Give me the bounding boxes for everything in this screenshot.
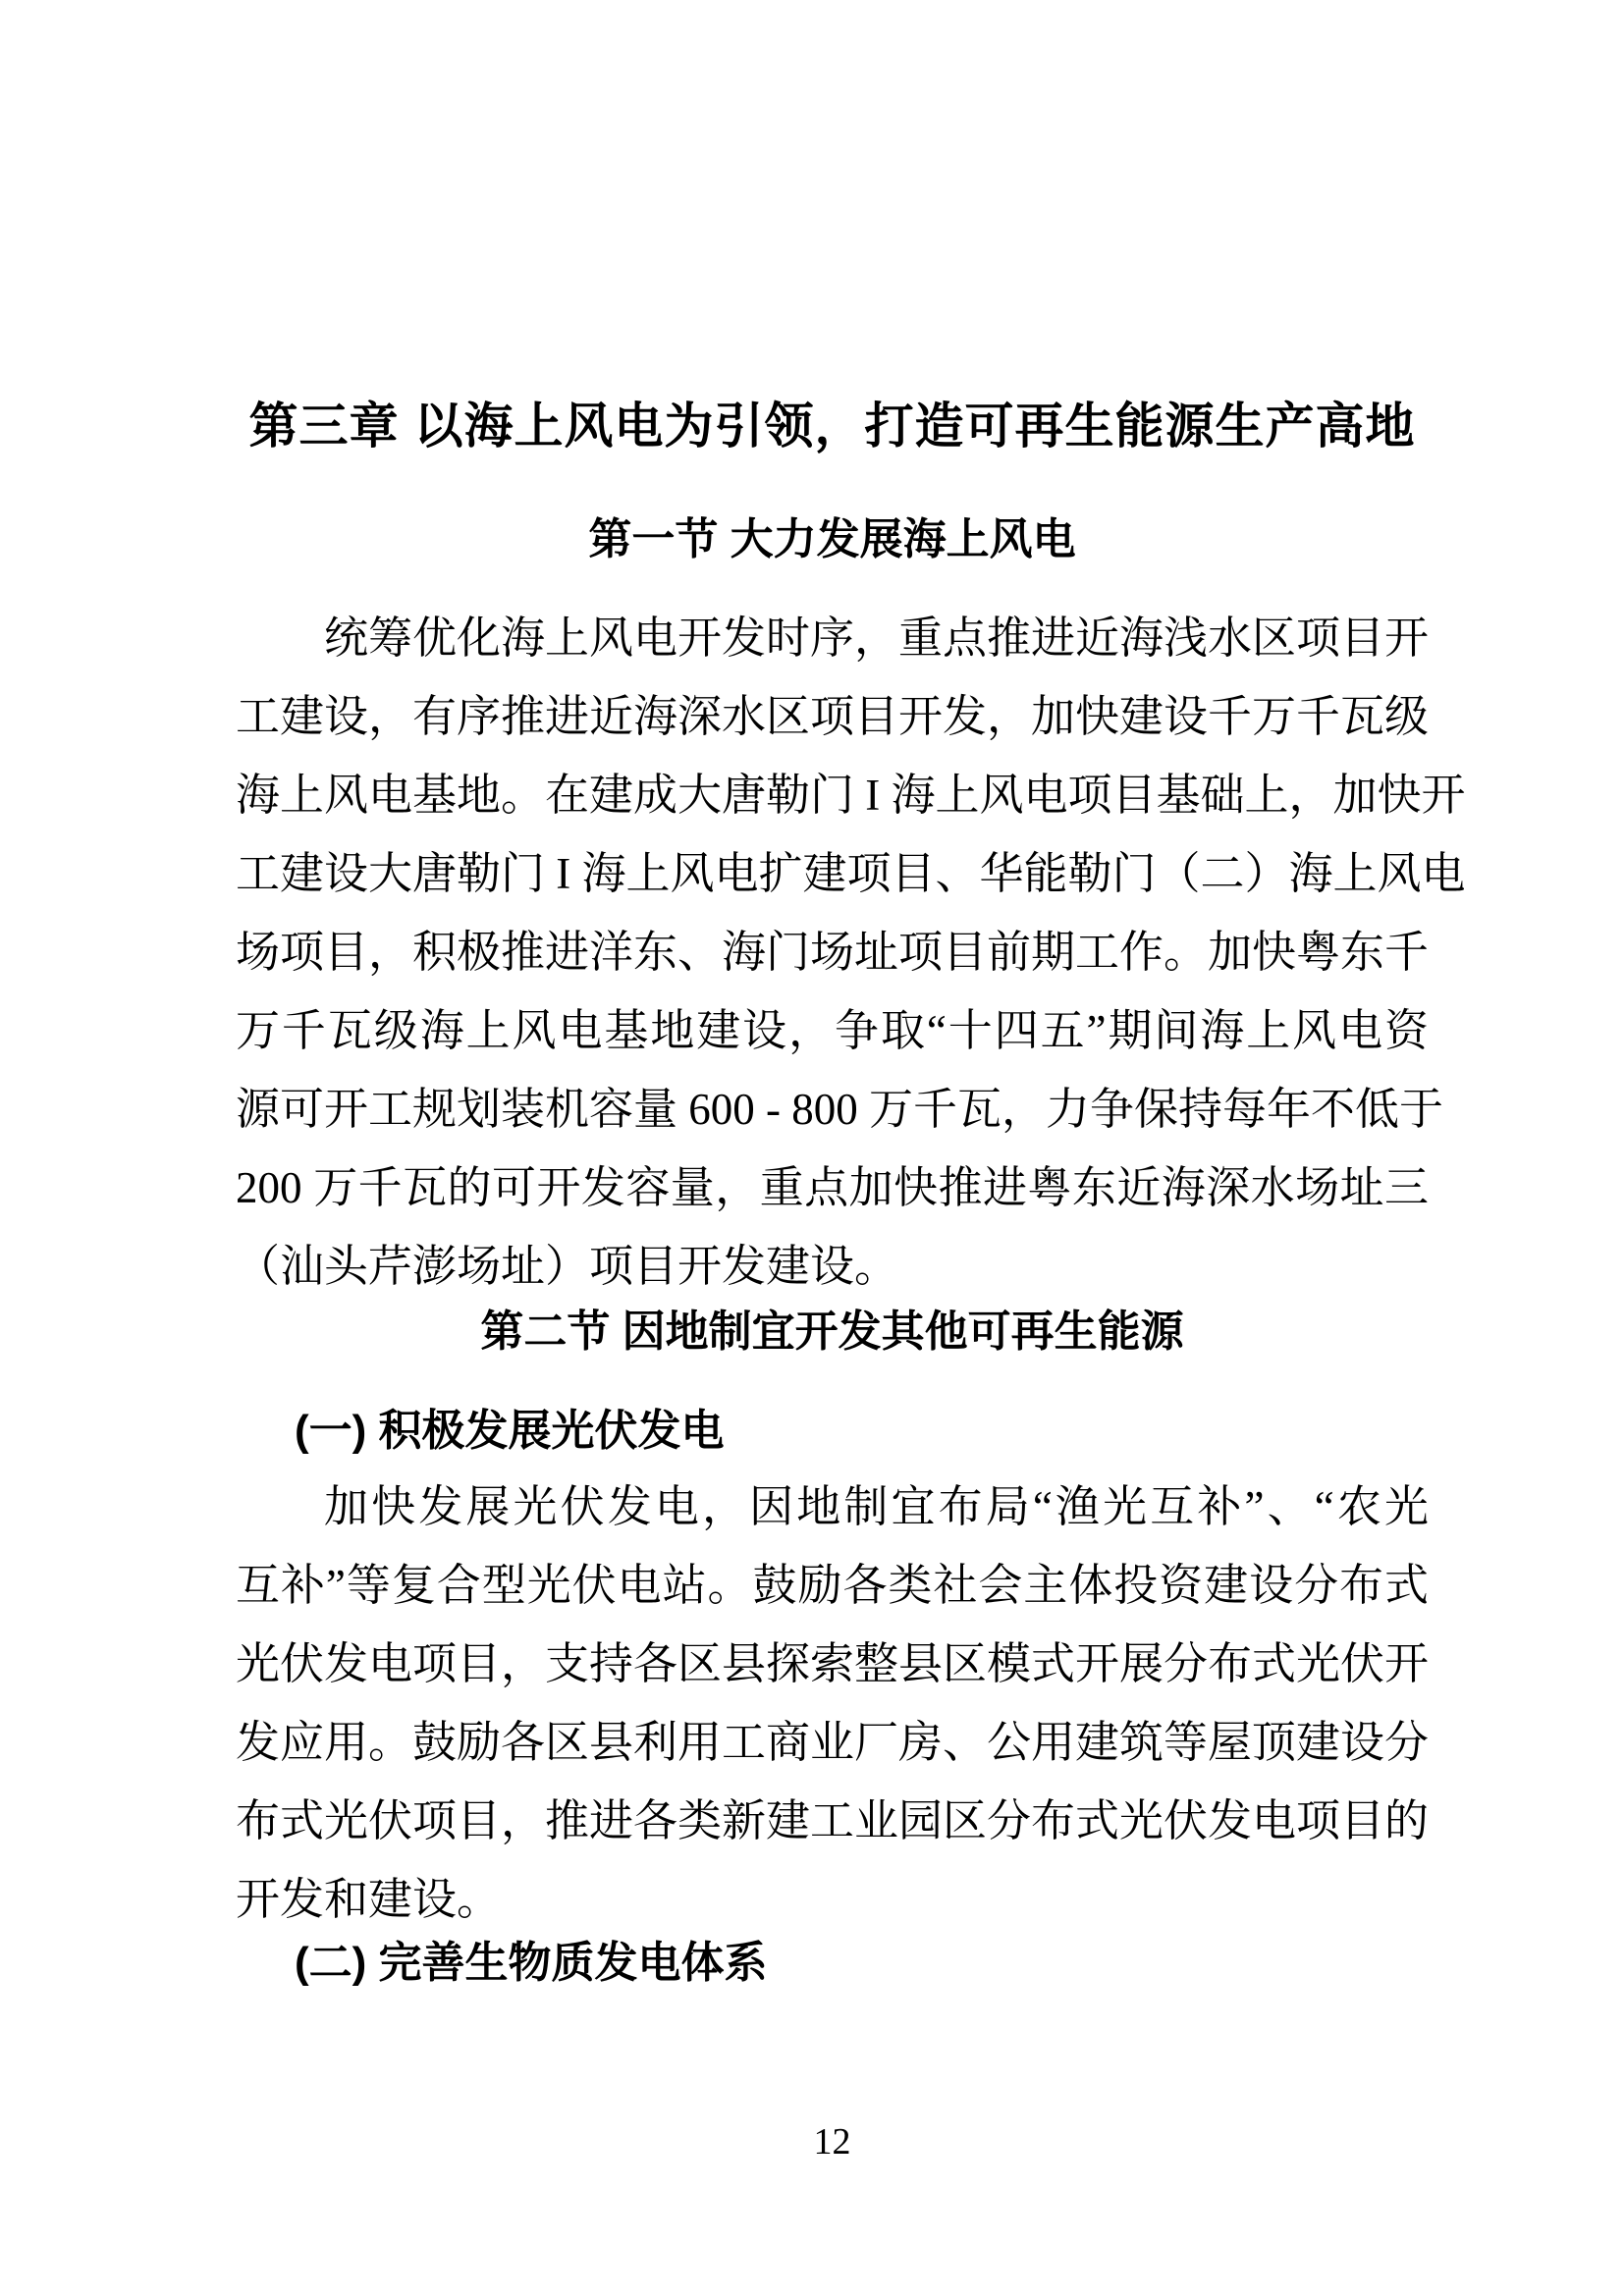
section-1-heading: 第一节 大力发展海上风电 [588,515,1076,563]
paragraph-line: 加快发展光伏发电，因地制宜布局“渔光互补”、“农光 [324,1482,1429,1531]
chapter-title: 第三章 以海上风电为引领，打造可再生能源生产高地 [248,399,1416,454]
paragraph-line: 源可开工规划装机容量 600 - 800 万千瓦，力争保持每年不低于 [236,1085,1443,1134]
subsection-2-heading: (二) 完善生物质发电体系 [295,1939,768,1987]
paragraph-line: 光伏发电项目，支持各区县探索整县区模式开展分布式光伏开 [236,1639,1430,1688]
paragraph-line: 海上风电基地。在建成大唐勒门 I 海上风电项目基础上，加快开 [236,771,1466,820]
section-2-heading: 第二节 因地制宜开发其他可再生能源 [480,1308,1184,1356]
paragraph-line: 布式光伏项目，推进各类新建工业园区分布式光伏发电项目的 [236,1796,1430,1845]
subsection-1-paragraph [236,1468,1429,1939]
subsection-1-heading: (一) 积极发展光伏发电 [295,1407,725,1455]
paragraph-line: 互补”等复合型光伏电站。鼓励各类社会主体投资建设分布式 [236,1561,1429,1610]
paragraph-line: 场项目，积极推进洋东、海门场址项目前期工作。加快粤东千 [236,928,1430,977]
paragraph-line: 统筹优化海上风电开发时序，重点推进近海浅水区项目开 [324,614,1430,663]
paragraph-line: 发应用。鼓励各区县利用工商业厂房、公用建筑等屋顶建设分 [236,1718,1430,1767]
page-number: 12 [813,2121,851,2163]
section-1-paragraph [236,599,1466,1306]
paragraph-line: 工建设，有序推进近海深水区项目开发，加快建设千万千瓦级 [236,692,1430,741]
paragraph-line: 万千瓦级海上风电基地建设，争取“十四五”期间海上风电资 [236,1006,1429,1055]
paragraph-line: 开发和建设。 [236,1875,502,1924]
paragraph-line: （汕头芹澎场址）项目开发建设。 [236,1242,899,1291]
paragraph-line: 工建设大唐勒门 I 海上风电扩建项目、华能勒门（二）海上风电 [236,849,1466,898]
paragraph-line: 200 万千瓦的可开发容量，重点加快推进粤东近海深水场址三 [236,1163,1429,1212]
